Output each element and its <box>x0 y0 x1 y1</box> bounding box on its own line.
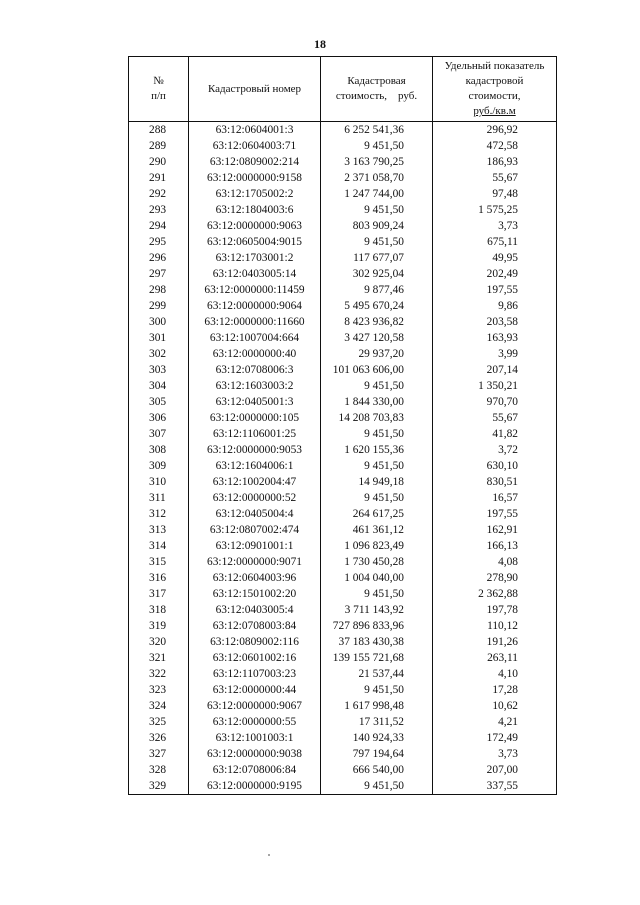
table-row <box>129 490 557 506</box>
cadastral-value-table <box>128 56 557 795</box>
cadastral-number-cell: 63:12:0000000:9053 <box>189 442 321 458</box>
cadastral-number-cell: 63:12:1107003:23 <box>189 666 321 682</box>
row-number-cell: 313 <box>129 522 189 538</box>
row-number-cell: 308 <box>129 442 189 458</box>
table-row <box>129 634 557 650</box>
cadastral-value-cell: 803 909,24 <box>321 218 433 234</box>
row-number-cell: 306 <box>129 410 189 426</box>
row-number-cell: 295 <box>129 234 189 250</box>
row-number-cell: 305 <box>129 394 189 410</box>
row-number-cell: 296 <box>129 250 189 266</box>
cadastral-number-cell: 63:12:0000000:11660 <box>189 314 321 330</box>
specific-rate-cell: 197,55 <box>433 506 557 522</box>
cadastral-value-cell: 1 247 744,00 <box>321 186 433 202</box>
table-row <box>129 234 557 250</box>
cadastral-value-cell: 1 844 330,00 <box>321 394 433 410</box>
cadastral-value-cell: 6 252 541,36 <box>321 122 433 139</box>
row-number-cell: 298 <box>129 282 189 298</box>
cadastral-number-cell: 63:12:0000000:52 <box>189 490 321 506</box>
row-number-cell: 309 <box>129 458 189 474</box>
table-row <box>129 122 557 139</box>
specific-rate-cell: 675,11 <box>433 234 557 250</box>
cadastral-value-cell: 302 925,04 <box>321 266 433 282</box>
row-number-cell: 314 <box>129 538 189 554</box>
table-row <box>129 762 557 778</box>
table-row <box>129 714 557 730</box>
cadastral-value-cell: 3 163 790,25 <box>321 154 433 170</box>
table-row <box>129 266 557 282</box>
cadastral-value-cell: 3 711 143,92 <box>321 602 433 618</box>
cadastral-number-cell: 63:12:1604006:1 <box>189 458 321 474</box>
specific-rate-cell: 186,93 <box>433 154 557 170</box>
table-row <box>129 170 557 186</box>
cadastral-number-cell: 63:12:0403005:4 <box>189 602 321 618</box>
header-cadastral-value: Кадастровая стоимость, руб. <box>321 57 433 122</box>
cadastral-number-cell: 63:12:0000000:44 <box>189 682 321 698</box>
specific-rate-cell: 2 362,88 <box>433 586 557 602</box>
cadastral-value-cell: 14 949,18 <box>321 474 433 490</box>
cadastral-value-cell: 9 451,50 <box>321 778 433 795</box>
specific-rate-cell: 4,10 <box>433 666 557 682</box>
row-number-cell: 317 <box>129 586 189 602</box>
specific-rate-cell: 3,99 <box>433 346 557 362</box>
row-number-cell: 310 <box>129 474 189 490</box>
row-number-cell: 301 <box>129 330 189 346</box>
cadastral-number-cell: 63:12:0708006:3 <box>189 362 321 378</box>
cadastral-number-cell: 63:12:0403005:14 <box>189 266 321 282</box>
row-number-cell: 293 <box>129 202 189 218</box>
table-row <box>129 698 557 714</box>
table-row <box>129 666 557 682</box>
specific-rate-cell: 55,67 <box>433 410 557 426</box>
row-number-cell: 311 <box>129 490 189 506</box>
header-specific-rate: Удельный показатель кадастровой стоимости, руб./кв.м <box>433 57 557 122</box>
specific-rate-cell: 4,21 <box>433 714 557 730</box>
specific-rate-cell: 207,14 <box>433 362 557 378</box>
row-number-cell: 300 <box>129 314 189 330</box>
cadastral-number-cell: 63:12:1001003:1 <box>189 730 321 746</box>
table-row <box>129 154 557 170</box>
cadastral-number-cell: 63:12:1703001:2 <box>189 250 321 266</box>
cadastral-number-cell: 63:12:0708006:84 <box>189 762 321 778</box>
specific-rate-cell: 337,55 <box>433 778 557 795</box>
table-row <box>129 346 557 362</box>
row-number-cell: 302 <box>129 346 189 362</box>
cadastral-number-cell: 63:12:0807002:474 <box>189 522 321 538</box>
specific-rate-cell: 17,28 <box>433 682 557 698</box>
cadastral-number-cell: 63:12:0604001:3 <box>189 122 321 139</box>
table-row <box>129 682 557 698</box>
cadastral-number-cell: 63:12:0000000:9195 <box>189 778 321 795</box>
cadastral-value-cell: 461 361,12 <box>321 522 433 538</box>
cadastral-value-cell: 139 155 721,68 <box>321 650 433 666</box>
specific-rate-cell: 1 350,21 <box>433 378 557 394</box>
cadastral-number-cell: 63:12:0000000:9158 <box>189 170 321 186</box>
specific-rate-cell: 41,82 <box>433 426 557 442</box>
cadastral-value-cell: 9 877,46 <box>321 282 433 298</box>
table-row <box>129 474 557 490</box>
specific-rate-cell: 197,78 <box>433 602 557 618</box>
row-number-cell: 320 <box>129 634 189 650</box>
header-cadastral-number: Кадастровый номер <box>189 57 321 122</box>
row-number-cell: 323 <box>129 682 189 698</box>
specific-rate-cell: 97,48 <box>433 186 557 202</box>
cadastral-number-cell: 63:12:1804003:6 <box>189 202 321 218</box>
cadastral-value-cell: 3 427 120,58 <box>321 330 433 346</box>
specific-rate-cell: 630,10 <box>433 458 557 474</box>
cadastral-number-cell: 63:12:0604003:96 <box>189 570 321 586</box>
table-row <box>129 314 557 330</box>
cadastral-value-cell: 9 451,50 <box>321 458 433 474</box>
cadastral-number-cell: 63:12:0901001:1 <box>189 538 321 554</box>
header-row-number: № п/п <box>129 57 189 122</box>
cadastral-value-cell: 9 451,50 <box>321 586 433 602</box>
row-number-cell: 315 <box>129 554 189 570</box>
specific-rate-cell: 55,67 <box>433 170 557 186</box>
table-row <box>129 330 557 346</box>
cadastral-number-cell: 63:12:0809002:214 <box>189 154 321 170</box>
cadastral-value-cell: 8 423 936,82 <box>321 314 433 330</box>
row-number-cell: 325 <box>129 714 189 730</box>
cadastral-number-cell: 63:12:0405004:4 <box>189 506 321 522</box>
cadastral-value-cell: 2 371 058,70 <box>321 170 433 186</box>
table-row <box>129 506 557 522</box>
page-number: 18 <box>314 37 326 51</box>
cadastral-value-cell: 9 451,50 <box>321 234 433 250</box>
cadastral-number-cell: 63:12:0000000:40 <box>189 346 321 362</box>
specific-rate-cell: 197,55 <box>433 282 557 298</box>
cadastral-value-cell: 117 677,07 <box>321 250 433 266</box>
row-number-cell: 294 <box>129 218 189 234</box>
table-row <box>129 602 557 618</box>
specific-rate-cell: 278,90 <box>433 570 557 586</box>
row-number-cell: 328 <box>129 762 189 778</box>
row-number-cell: 312 <box>129 506 189 522</box>
cadastral-number-cell: 63:12:0604003:71 <box>189 138 321 154</box>
cadastral-value-cell: 37 183 430,38 <box>321 634 433 650</box>
table-row <box>129 458 557 474</box>
row-number-cell: 329 <box>129 778 189 795</box>
specific-rate-cell: 110,12 <box>433 618 557 634</box>
cadastral-number-cell: 63:12:1002004:47 <box>189 474 321 490</box>
table-row <box>129 298 557 314</box>
row-number-cell: 299 <box>129 298 189 314</box>
specific-rate-cell: 172,49 <box>433 730 557 746</box>
cadastral-number-cell: 63:12:1705002:2 <box>189 186 321 202</box>
cadastral-number-cell: 63:12:1007004:664 <box>189 330 321 346</box>
cadastral-value-cell: 1 730 450,28 <box>321 554 433 570</box>
cadastral-number-cell: 63:12:0000000:9064 <box>189 298 321 314</box>
table-row <box>129 202 557 218</box>
row-number-cell: 321 <box>129 650 189 666</box>
cadastral-value-cell: 9 451,50 <box>321 682 433 698</box>
table-row <box>129 282 557 298</box>
cadastral-value-cell: 9 451,50 <box>321 490 433 506</box>
scan-artifact <box>268 854 270 856</box>
cadastral-value-cell: 9 451,50 <box>321 378 433 394</box>
cadastral-value-cell: 5 495 670,24 <box>321 298 433 314</box>
table-row <box>129 618 557 634</box>
cadastral-number-cell: 63:12:0809002:116 <box>189 634 321 650</box>
specific-rate-cell: 970,70 <box>433 394 557 410</box>
table-row <box>129 554 557 570</box>
specific-rate-cell: 16,57 <box>433 490 557 506</box>
cadastral-value-cell: 1 004 040,00 <box>321 570 433 586</box>
specific-rate-cell: 3,72 <box>433 442 557 458</box>
row-number-cell: 318 <box>129 602 189 618</box>
specific-rate-cell: 3,73 <box>433 746 557 762</box>
specific-rate-cell: 203,58 <box>433 314 557 330</box>
cadastral-number-cell: 63:12:0601002:16 <box>189 650 321 666</box>
cadastral-value-cell: 666 540,00 <box>321 762 433 778</box>
specific-rate-cell: 166,13 <box>433 538 557 554</box>
cadastral-number-cell: 63:12:0000000:55 <box>189 714 321 730</box>
table-header <box>129 57 557 122</box>
row-number-cell: 303 <box>129 362 189 378</box>
table-row <box>129 586 557 602</box>
cadastral-number-cell: 63:12:0000000:105 <box>189 410 321 426</box>
cadastral-value-cell: 264 617,25 <box>321 506 433 522</box>
cadastral-value-cell: 9 451,50 <box>321 426 433 442</box>
cadastral-value-cell: 727 896 833,96 <box>321 618 433 634</box>
row-number-cell: 291 <box>129 170 189 186</box>
specific-rate-cell: 472,58 <box>433 138 557 154</box>
cadastral-number-cell: 63:12:0000000:9067 <box>189 698 321 714</box>
specific-rate-cell: 830,51 <box>433 474 557 490</box>
cadastral-value-cell: 9 451,50 <box>321 202 433 218</box>
specific-rate-cell: 263,11 <box>433 650 557 666</box>
specific-rate-cell: 162,91 <box>433 522 557 538</box>
row-number-cell: 326 <box>129 730 189 746</box>
table-row <box>129 186 557 202</box>
cadastral-number-cell: 63:12:0000000:9063 <box>189 218 321 234</box>
cadastral-value-cell: 1 096 823,49 <box>321 538 433 554</box>
cadastral-number-cell: 63:12:1501002:20 <box>189 586 321 602</box>
specific-rate-cell: 202,49 <box>433 266 557 282</box>
cadastral-value-cell: 17 311,52 <box>321 714 433 730</box>
cadastral-value-cell: 14 208 703,83 <box>321 410 433 426</box>
row-number-cell: 324 <box>129 698 189 714</box>
table-row <box>129 394 557 410</box>
table-row <box>129 650 557 666</box>
table-row <box>129 730 557 746</box>
table-row <box>129 410 557 426</box>
cadastral-value-cell: 140 924,33 <box>321 730 433 746</box>
specific-rate-cell: 191,26 <box>433 634 557 650</box>
specific-rate-cell: 3,73 <box>433 218 557 234</box>
cadastral-value-cell: 9 451,50 <box>321 138 433 154</box>
row-number-cell: 319 <box>129 618 189 634</box>
specific-rate-cell: 1 575,25 <box>433 202 557 218</box>
row-number-cell: 292 <box>129 186 189 202</box>
cadastral-number-cell: 63:12:0000000:11459 <box>189 282 321 298</box>
cadastral-number-cell: 63:12:1603003:2 <box>189 378 321 394</box>
specific-rate-cell: 4,08 <box>433 554 557 570</box>
row-number-cell: 290 <box>129 154 189 170</box>
table-body <box>129 122 557 795</box>
table-row <box>129 250 557 266</box>
cadastral-value-cell: 1 620 155,36 <box>321 442 433 458</box>
cadastral-value-cell: 1 617 998,48 <box>321 698 433 714</box>
row-number-cell: 327 <box>129 746 189 762</box>
table-row <box>129 426 557 442</box>
cadastral-value-cell: 101 063 606,00 <box>321 362 433 378</box>
table-row <box>129 538 557 554</box>
table-row <box>129 746 557 762</box>
row-number-cell: 297 <box>129 266 189 282</box>
specific-rate-cell: 163,93 <box>433 330 557 346</box>
table-row <box>129 138 557 154</box>
cadastral-number-cell: 63:12:0708003:84 <box>189 618 321 634</box>
cadastral-value-cell: 797 194,64 <box>321 746 433 762</box>
table-row <box>129 522 557 538</box>
cadastral-number-cell: 63:12:0605004:9015 <box>189 234 321 250</box>
row-number-cell: 316 <box>129 570 189 586</box>
row-number-cell: 322 <box>129 666 189 682</box>
table-row <box>129 778 557 795</box>
table-row <box>129 378 557 394</box>
specific-rate-cell: 10,62 <box>433 698 557 714</box>
row-number-cell: 304 <box>129 378 189 394</box>
specific-rate-cell: 296,92 <box>433 122 557 139</box>
row-number-cell: 307 <box>129 426 189 442</box>
cadastral-number-cell: 63:12:0000000:9071 <box>189 554 321 570</box>
row-number-cell: 288 <box>129 122 189 139</box>
cadastral-number-cell: 63:12:0000000:9038 <box>189 746 321 762</box>
cadastral-value-cell: 29 937,20 <box>321 346 433 362</box>
table-row <box>129 362 557 378</box>
cadastral-value-cell: 21 537,44 <box>321 666 433 682</box>
specific-rate-cell: 207,00 <box>433 762 557 778</box>
specific-rate-cell: 49,95 <box>433 250 557 266</box>
table-row <box>129 442 557 458</box>
row-number-cell: 289 <box>129 138 189 154</box>
table-row <box>129 218 557 234</box>
cadastral-number-cell: 63:12:0405001:3 <box>189 394 321 410</box>
table-row <box>129 570 557 586</box>
specific-rate-cell: 9,86 <box>433 298 557 314</box>
cadastral-number-cell: 63:12:1106001:25 <box>189 426 321 442</box>
